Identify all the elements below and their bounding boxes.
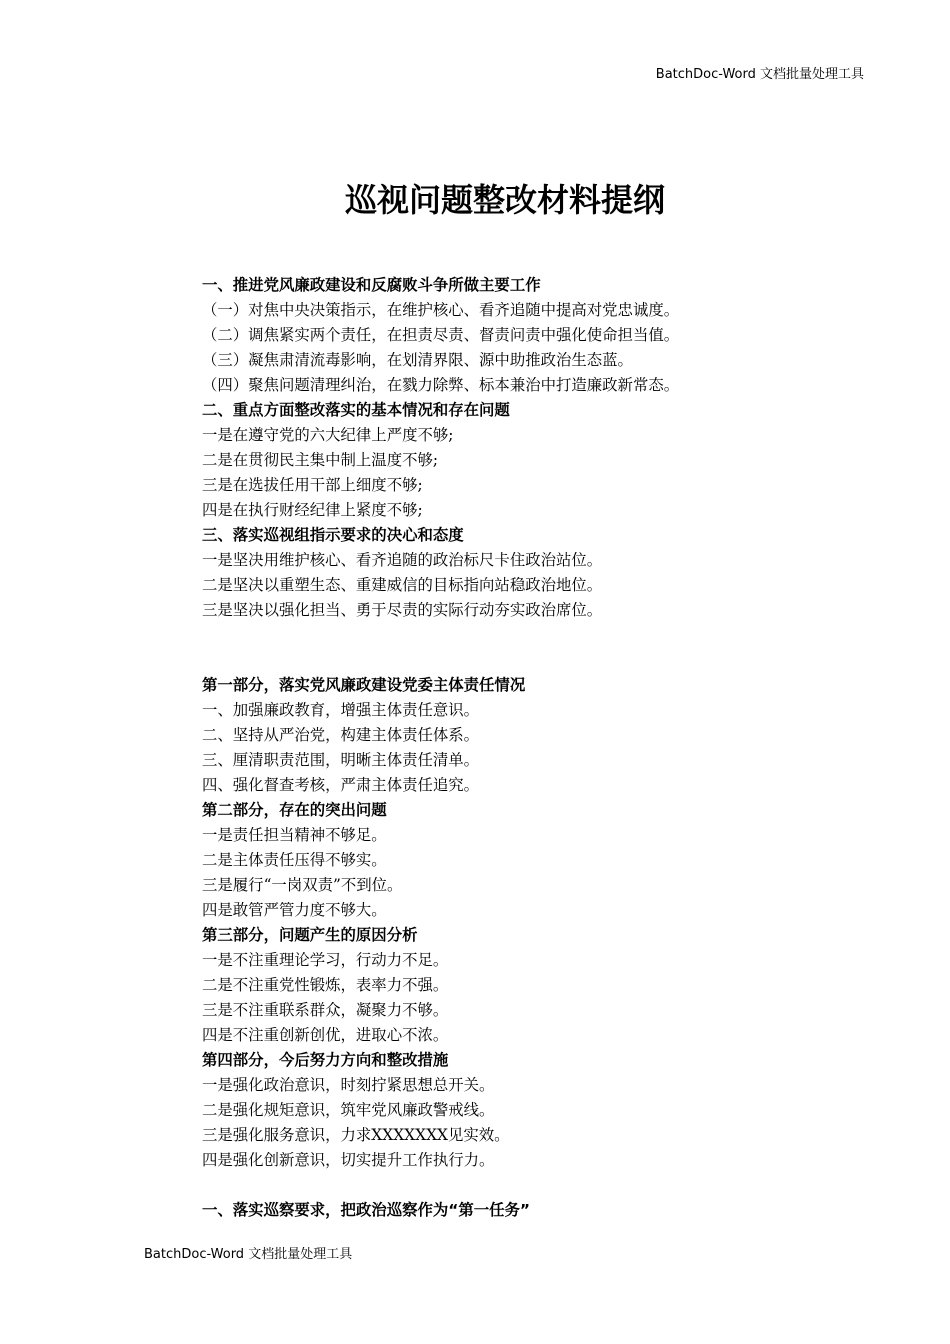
list-item: 四是敢管严管力度不够大。 xyxy=(202,901,387,919)
list-item: 一、加强廉政教育，增强主体责任意识。 xyxy=(202,701,480,719)
list-item: 一是责任担当精神不够足。 xyxy=(202,826,387,844)
document-title: 巡视问题整改材料提纲 xyxy=(344,181,665,219)
section-heading: 三、落实巡视组指示要求的决心和态度 xyxy=(202,526,464,544)
list-item: 二是在贯彻民主集中制上温度不够; xyxy=(202,451,439,469)
list-item: 一是坚决用维护核心、看齐追随的政治标尺卡住政治站位。 xyxy=(202,551,603,569)
section-heading: 一、推进党风廉政建设和反腐败斗争所做主要工作 xyxy=(202,276,541,294)
list-item: 二、坚持从严治党，构建主体责任体系。 xyxy=(202,726,480,744)
list-item: 三是坚决以强化担当、勇于尽责的实际行动夯实政治席位。 xyxy=(202,601,603,619)
paragraph-spacer xyxy=(202,623,892,673)
page-header-note: BatchDoc-Word 文档批量处理工具 xyxy=(655,67,864,82)
section-heading: 一、落实巡察要求，把政治巡察作为“第一任务” xyxy=(202,1201,531,1219)
list-item: 二是坚决以重塑生态、重建威信的目标指向站稳政治地位。 xyxy=(202,576,603,594)
part-heading: 第一部分，落实党风廉政建设党委主体责任情况 xyxy=(202,676,526,694)
list-item: 一是强化政治意识，时刻拧紧思想总开关。 xyxy=(202,1076,495,1094)
list-item: 一是在遵守党的六大纪律上严度不够; xyxy=(202,426,454,444)
list-item: 四是在执行财经纪律上紧度不够; xyxy=(202,501,423,519)
list-item: 二是主体责任压得不够实。 xyxy=(202,851,387,869)
list-item: 一是不注重理论学习，行动力不足。 xyxy=(202,951,449,969)
list-item: 二是不注重党性锻炼，表率力不强。 xyxy=(202,976,449,994)
list-item: （二）调焦紧实两个责任，在担责尽责、督责问责中强化使命担当值。 xyxy=(202,326,680,344)
list-item: 二是强化规矩意识，筑牢党风廉政警戒线。 xyxy=(202,1101,495,1119)
list-item: 三是履行“一岗双责”不到位。 xyxy=(202,876,403,894)
part-heading: 第四部分，今后努力方向和整改措施 xyxy=(202,1051,449,1069)
part-heading: 第二部分，存在的突出问题 xyxy=(202,801,387,819)
list-item: 四是强化创新意识，切实提升工作执行力。 xyxy=(202,1151,495,1169)
list-item: （四）聚焦问题清理纠治，在戮力除弊、标本兼治中打造廉政新常态。 xyxy=(202,376,680,394)
list-item: （三）凝焦肃清流毒影响，在划清界限、源中助推政治生态蓝。 xyxy=(202,351,633,369)
list-item: 三是强化服务意识，力求XXXXXXX见实效。 xyxy=(202,1126,510,1144)
part-heading: 第三部分，问题产生的原因分析 xyxy=(202,926,418,944)
list-item: 三是在选拔任用干部上细度不够; xyxy=(202,476,423,494)
list-item: （一）对焦中央决策指示，在维护核心、看齐追随中提高对党忠诚度。 xyxy=(202,301,680,319)
list-item: 三是不注重联系群众，凝聚力不够。 xyxy=(202,1001,449,1019)
page-footer-note: BatchDoc-Word 文档批量处理工具 xyxy=(144,1247,353,1262)
paragraph-spacer xyxy=(202,1173,892,1198)
document-body xyxy=(202,273,892,1223)
list-item: 四是不注重创新创优，进取心不浓。 xyxy=(202,1026,449,1044)
section-heading: 二、重点方面整改落实的基本情况和存在问题 xyxy=(202,401,510,419)
list-item: 三、厘清职责范围，明晰主体责任清单。 xyxy=(202,751,480,769)
list-item: 四、强化督查考核，严肃主体责任追究。 xyxy=(202,776,480,794)
